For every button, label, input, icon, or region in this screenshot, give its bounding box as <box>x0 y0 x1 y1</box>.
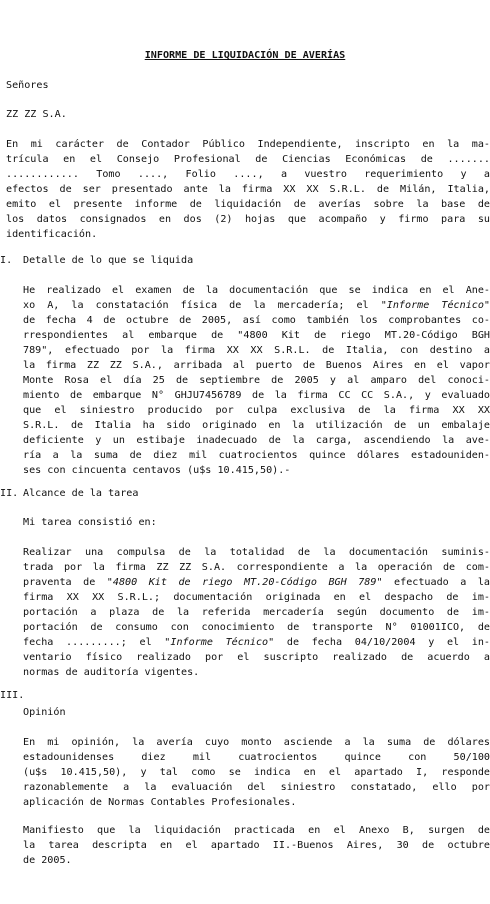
section-1-paragraph <box>23 283 490 478</box>
paragraph-line: xo A, la constatación física de la mercadería; el "Informe Técnico" <box>23 300 490 311</box>
paragraph-line: trada por la firma ZZ ZZ S.A. correspondiente a la operación de com- <box>23 562 490 573</box>
paragraph-line: la firma ZZ ZZ S.A., arribada al puerto de Buenos Aires en el vapor <box>23 360 490 371</box>
paragraph-line: ............ Tomo ...., Folio ...., a vuestro requerimiento y a <box>6 169 490 180</box>
section-1-heading: Detalle de lo que se liquida <box>23 255 194 266</box>
paragraph-line: aplicación de Normas Contables Profesionales. <box>23 797 297 808</box>
paragraph-line: Monte Rosa el día 25 de septiembre de 2005 y al amparo del conoci- <box>23 375 490 386</box>
section-1-number: I. <box>0 255 13 266</box>
section-2-heading: Alcance de la tarea <box>23 488 139 499</box>
paragraph-line: los datos consignados en dos (2) hojas que acompaño y firmo para su <box>6 214 490 225</box>
section-2-number: II. <box>0 488 19 499</box>
paragraph-line: emito el presente informe de liquidación de averías sobre la base de <box>6 199 490 210</box>
document-title: INFORME DE LIQUIDACIÓN DE AVERÍAS <box>144 50 346 61</box>
paragraph-line: efectos de ser presentado ante la firma XX XX S.R.L. de Milán, Italia, <box>6 184 490 195</box>
paragraph-line: rrespondientes al embarque de "4800 Kit de riego MT.20-Código BGH <box>23 330 490 341</box>
section-3-closing-paragraph <box>23 823 490 868</box>
paragraph-line: firma XX XX S.R.L.; documentación originada en el despacho de im- <box>23 592 490 603</box>
paragraph-line: (u$s 10.415,50), y tal como se indica en el apartado I, responde <box>23 767 490 778</box>
paragraph-line: Realizar una compulsa de la totalidad de la documentación suminis- <box>23 547 490 558</box>
paragraph-line: ría a la suma de diez mil cuatrocientos quince dólares estadouniden- <box>23 450 490 461</box>
paragraph-line: la tarea descripta en el apartado II.-Buenos Aires, 30 de octubre <box>23 840 490 851</box>
paragraph-line: En mi carácter de Contador Público Independiente, inscripto en la ma- <box>6 139 490 150</box>
paragraph-line: praventa de "4800 Kit de riego MT.20-Código BGH 789" efectuado a la <box>23 577 490 588</box>
paragraph-line: portación a plaza de la referida mercadería según documento de im- <box>23 607 490 618</box>
paragraph-line: Manifiesto que la liquidación practicada en el Anexo B, surgen de <box>23 825 490 836</box>
section-3-paragraph <box>23 735 490 810</box>
section-3-heading: Opinión <box>23 707 66 718</box>
paragraph-line: portación de consumo con conocimiento de transporte N° 01001ICO, de <box>23 622 490 633</box>
paragraph-line: normas de auditoría vigentes. <box>23 667 200 678</box>
section-2-subheading: Mi tarea consistió en: <box>23 517 157 528</box>
paragraph-line: de 2005. <box>23 855 72 866</box>
section-3-number: III. <box>0 690 25 701</box>
paragraph-line: He realizado el examen de la documentación que se indica en el Ane- <box>23 285 490 296</box>
paragraph-line: estadounidenses diez mil cuatrocientos quince con 50/100 <box>23 752 490 763</box>
paragraph-line: 789", efectuado por la firma XX XX S.R.L. de Italia, con destino a <box>23 345 490 356</box>
paragraph-line: razonablemente a la evaluación del siniestro constatado, ello por <box>23 782 490 793</box>
paragraph-line: deficiente y un estibaje inadecuado de la carga, ascendiendo la ave- <box>23 435 490 446</box>
paragraph-line: ses con cincuenta centavos (u$s 10.415,50).- <box>23 465 291 476</box>
paragraph-line: En mi opinión, la avería cuyo monto asciende a la suma de dólares <box>23 737 490 748</box>
section-2-paragraph <box>23 545 490 680</box>
paragraph-line: ventario físico realizado por el suscripto realizado de acuerdo a <box>23 652 490 663</box>
paragraph-line: que el siniestro producido por culpa exclusiva de la firma XX XX <box>23 405 490 416</box>
paragraph-line: de fecha 4 de octubre de 2005, así como también los comprobantes co- <box>23 315 490 326</box>
paragraph-line: fecha .........; el "Informe Técnico" de fecha 04/10/2004 y el in- <box>23 637 490 648</box>
paragraph-line: identificación. <box>6 229 98 240</box>
paragraph-line: trícula en el Consejo Profesional de Ciencias Económicas de ....... <box>6 154 490 165</box>
intro-paragraph <box>6 137 490 242</box>
addressee: ZZ ZZ S.A. <box>6 109 67 120</box>
paragraph-line: miento de embarque N° GHJU7456789 de la firma CC CC S.A., y evaluado <box>23 390 490 401</box>
paragraph-line: S.R.L. de Italia ha sido originado en la utilización de un embalaje <box>23 420 490 431</box>
salutation: Señores <box>6 80 49 91</box>
